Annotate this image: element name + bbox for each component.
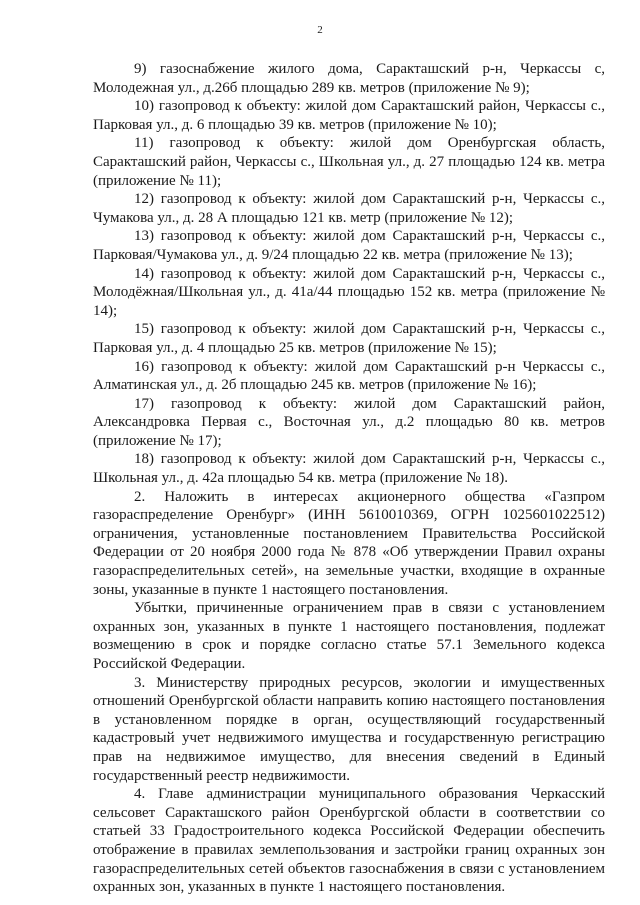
clause-4-administration: 4. Главе администрации муниципального образования Черкасский сельсовет Саракташского район Оренбургской области в соответствии со статьей 33 Градостроительного кодекса Российской Федерации обеспечить отображение в правилах землепользования и застройки границ охранных зон газораспределительных сетей объектов газоснабжения в связи с установлением охранных зон, указанных в пункте 1 настоящего постановления. <box>93 786 605 896</box>
clause-2-restrictions: 2. Наложить в интересах акционерного общества «Газпром газораспределение Оренбург» (ИНН 5610010369, ОГРН 1025601022512) ограничения, установленные постановлением Правительства Российской Федерации от 20 ноября 2000 года № 878 «Об утверждении Правил охраны газораспределительных сетей», на земельные участки, входящие в охранные зоны, указанные в пункте 1 настоящего постановления. <box>93 488 605 598</box>
list-item-14: 14) газопровод к объекту: жилой дом Саракташский р-н, Черкассы с., Молодёжная/Школьная ул., д. 41а/44 площадью 152 кв. метра (приложение № 14); <box>93 265 605 319</box>
clause-2-damages: Убытки, причиненные ограничением прав в связи с установлением охранных зон, указанных в пункте 1 настоящего постановления, подлежат возмещению в срок и порядке согласно статье 57.1 Земельного кодекса Российской Федерации. <box>93 600 605 672</box>
list-item-11: 11) газопровод к объекту: жилой дом Оренбургская область, Саракташский район, Черкассы с., Школьная ул., д. 27 площадью 124 кв. метра (приложение № 11); <box>93 135 605 189</box>
list-item-12: 12) газопровод к объекту: жилой дом Саракташский р-н, Черкассы с., Чумакова ул., д. 28 А площадью 121 кв. метр (приложение № 12); <box>93 191 605 226</box>
list-item-13: 13) газопровод к объекту: жилой дом Саракташский р-н, Черкассы с., Парковая/Чумакова ул., д. 9/24 площадью 22 кв. метра (приложение № 13); <box>93 228 605 263</box>
document-body <box>93 60 605 897</box>
list-item-9: 9) газоснабжение жилого дома, Саракташский р-н, Черкассы с, Молодежная ул., д.26б площадью 289 кв. метров (приложение № 9); <box>93 61 605 96</box>
list-item-15: 15) газопровод к объекту: жилой дом Саракташский р-н, Черкассы с., Парковая ул., д. 4 площадью 25 кв. метров (приложение № 15); <box>93 321 605 356</box>
list-item-10: 10) газопровод к объекту: жилой дом Саракташский район, Черкассы с., Парковая ул., д. 6 площадью 39 кв. метров (приложение № 10); <box>93 98 605 133</box>
list-item-16: 16) газопровод к объекту: жилой дом Саракташский р-н Черкассы с., Алматинская ул., д. 2б площадью 245 кв. метров (приложение № 16); <box>93 358 605 394</box>
list-item-17: 17) газопровод к объекту: жилой дом Саракташский район, Александровка Первая с., Восточная ул., д.2 площадью 80 кв. метров (приложение № 17); <box>93 395 605 449</box>
list-item-18: 18) газопровод к объекту: жилой дом Саракташский р-н, Черкассы с., Школьная ул., д. 42а площадью 54 кв. метра (приложение № 18). <box>93 451 605 487</box>
clause-3-ministry: 3. Министерству природных ресурсов, экологии и имущественных отношений Оренбургской области направить копию настоящего постановления в установленном порядке в орган, осуществляющий государственный кадастровый учет недвижимого имущества и государственную регистрацию прав на недвижимое имущество, для внесения сведений в Единый государственный реестр недвижимости. <box>93 674 605 784</box>
page-number: 2 <box>317 24 323 36</box>
